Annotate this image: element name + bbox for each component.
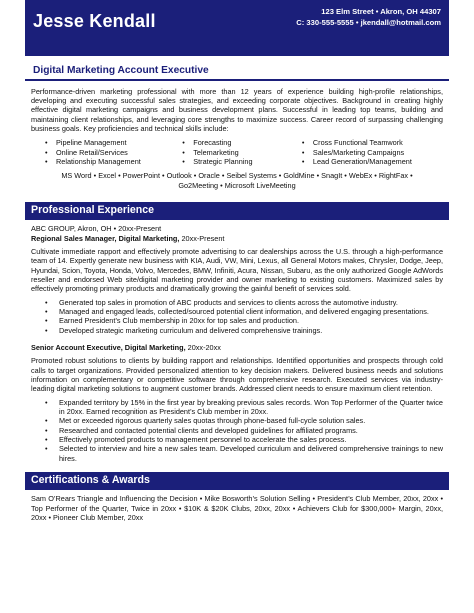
skill-item: • Sales/Marketing Campaigns (302, 148, 449, 157)
job-description-1: Cultivate immediate rapport and effectively promote advertising to car dealerships across the U.S. through a high-performance team of 14. Expertly generate new business with KIA, Audi, VW, Mini, Lexus, all General Motors makes, Chrysler, Dodge, Jeep, Hyundai, Scion, Toyota, Honda, Volvo, Mercedes, BMW, Infiniti, Acura, Nissan, Subaru, as the only authorized Google AdWords reseller and endorsed Web site/digital marketing provider and owner marketing to existing customers. Maximized sales by effectively promoting primary products and dramatically growing the gainful benefit of services sold. (31, 247, 443, 294)
skill-item: • Online Retail/Services (45, 148, 182, 157)
skill-item: • Pipeline Management (45, 138, 182, 147)
experience-section-header: Professional Experience (25, 202, 449, 221)
job-achievements-2 (31, 398, 443, 463)
achievement-item: • Researched and contacted potential clients and developed guidelines for affiliated programs. (45, 426, 443, 435)
job-dates: 20xx-Present (179, 233, 225, 243)
skill-item: • Relationship Management (45, 157, 182, 166)
experience-section (25, 224, 449, 463)
headline-divider (25, 79, 449, 81)
achievement-item: • Expanded territory by 15% in the first year by breaking previous sales records. Won Top Performer of the Quarter twice in 20xx. Earned recognition as President’s Club member in 20xx. (45, 398, 443, 417)
skill-item: • Cross Functional Teamwork (302, 138, 449, 147)
company-line: ABC GROUP, Akron, OH • 20xx-Present (31, 224, 162, 234)
skill-item: • Strategic Planning (182, 157, 302, 166)
tools-line-2: Go2Meeting • Microsoft LiveMeeting (178, 180, 296, 190)
candidate-name: Jesse Kendall (33, 11, 156, 31)
tools-line-1: MS Word • Excel • PowerPoint • Outlook • Oracle • Seibel Systems • GoldMine • SnagIt • WebEx • RightFax • (61, 171, 413, 181)
job-title-2 (31, 343, 443, 352)
certifications-section-header: Certifications & Awards (25, 472, 449, 491)
job-description-2: Promoted robust solutions to clients by building rapport and relationships. Identified opportunities and prospects through cold calls to target organizations. Provided personalized attention to key decision makers. Delivered business needs and solutions information on complementary or competitive software through comprehensive research. Executed services via industry-leading digital marketing solutions to augment customer brands. Addressed client needs to ensure maximum client retention. (31, 356, 443, 394)
skills-column-3 (302, 138, 449, 166)
achievement-item: • Developed strategic marketing curriculum and delivered comprehensive trainings. (45, 326, 443, 335)
skill-item: • Telemarketing (182, 148, 302, 157)
job-title-text: Regional Sales Manager, Digital Marketing, (31, 233, 180, 243)
job-achievements-1 (31, 298, 443, 335)
job-title-text: Senior Account Executive, Digital Marketing, (31, 342, 186, 352)
achievement-item: • Earned President’s Club membership in 20xx for top sales and production. (45, 316, 443, 325)
skills-column-1 (45, 138, 182, 166)
achievement-item: • Managed and engaged leads, collected/sourced potential client information, and delivered engaging presentations. (45, 307, 443, 316)
resume-header (25, 0, 449, 56)
resume-body (25, 56, 449, 522)
phone-email-line: C: 330-555-5555 • jkendall@hotmail.com (296, 18, 441, 27)
certifications-text: Sam O’Rears Triangle and Influencing the Decision • Mike Bosworth’s Solution Selling • President’s Club Member, 20xx, 20xx • Top Performer of the Quarter, Twice in 20xx • $10K & $20K Clubs, 20xx, 20xx • Achievers Club for $300,000+ Margin, 20xx, 20xx • Pioneer Club Member, 20xx (31, 494, 443, 523)
contact-block (296, 6, 441, 28)
skills-column-2 (182, 138, 302, 166)
achievement-item: • Met or exceeded rigorous quarterly sales quotas through phone-based full-cycle solution sales. (45, 416, 443, 425)
job-dates: 20xx-20xx (185, 342, 221, 352)
skills-list (25, 138, 449, 166)
tools-list (25, 171, 449, 190)
address-line: 123 Elm Street • Akron, OH 44307 (321, 7, 441, 16)
summary-paragraph: Performance-driven marketing professional with more than 12 years of experience building high-profile relationships, developing and executing successful sales strategies, and exceeding corporate objectives. Background in creating highly effective digital marketing campaigns and business development plans. Successful in leading top teams, building and maintaining client relationships, and leveraging core strengths to maximize success. Career record of surpassing challenging business goals. Key proficiencies and technical skills include: (31, 86, 443, 133)
headline-title: Digital Marketing Account Executive (33, 65, 209, 76)
skill-item: • Lead Generation/Management (302, 157, 449, 166)
achievement-item: • Generated top sales in promotion of ABC products and services to clients across the automotive industry. (45, 298, 443, 307)
achievement-item: • Effectively promoted products to management personnel to accelerate the sales process. (45, 435, 443, 444)
skill-item: • Forecasting (182, 138, 302, 147)
certifications-section (25, 494, 449, 522)
job-title-1 (31, 234, 443, 243)
achievement-item: • Selected to interview and hire a new sales team. Developed curriculum and delivered comprehensive trainings to new hires. (45, 444, 443, 463)
